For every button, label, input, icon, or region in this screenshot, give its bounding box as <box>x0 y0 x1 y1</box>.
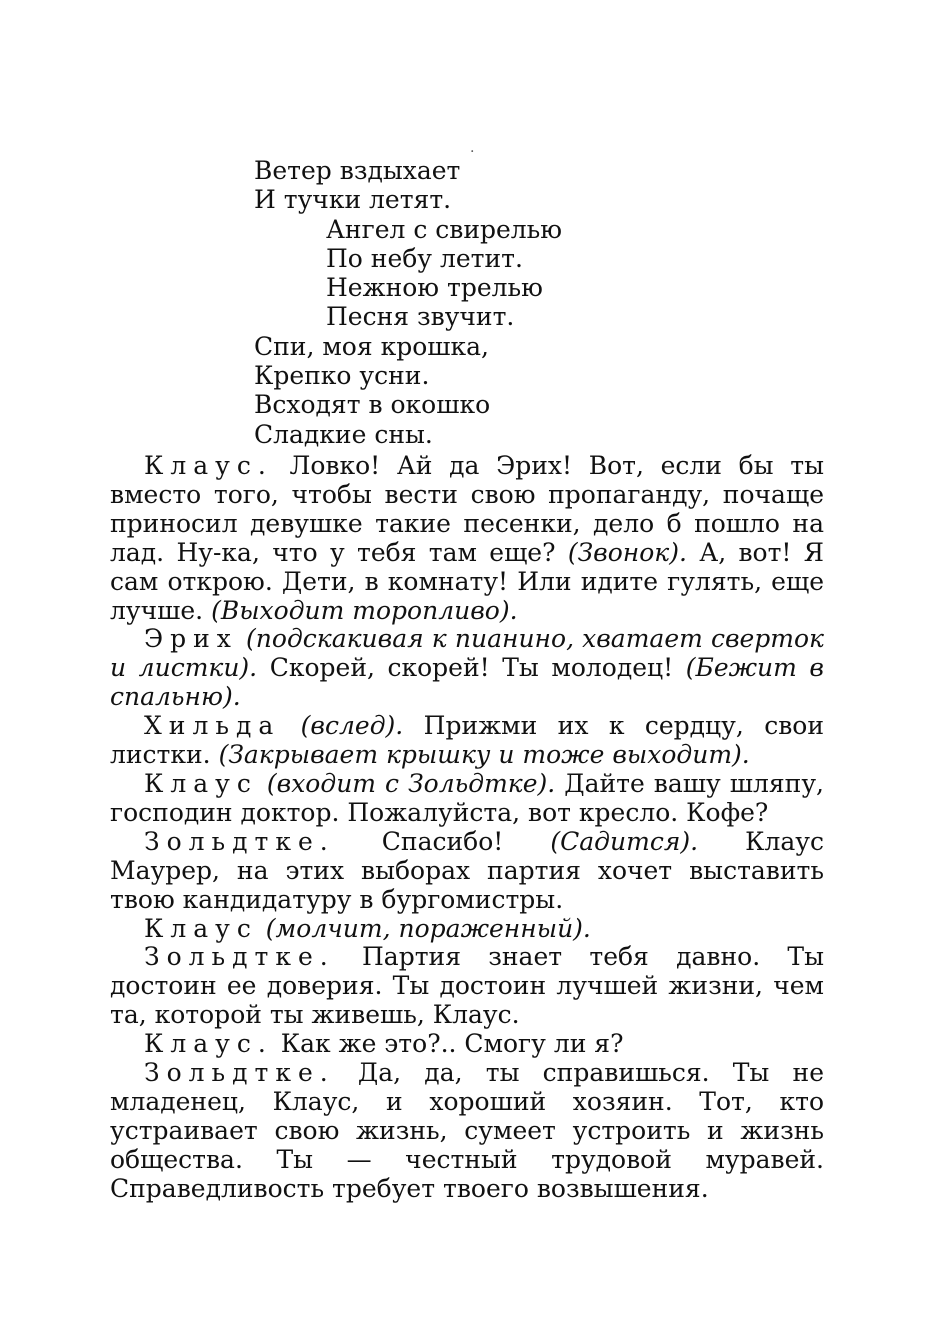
poem-line: Спи, моя крошка, <box>254 331 489 361</box>
speaker-name: Клаус <box>144 913 258 943</box>
speaker-name: Клаус <box>144 768 258 798</box>
dialogue-paragraph <box>110 1059 824 1204</box>
poem-line: Сладкие сны. <box>254 419 433 449</box>
print-speck: . <box>470 140 475 156</box>
dialogue-paragraph <box>110 828 824 915</box>
speech-text: Ловко! Ай да Эрих! Вот, если бы ты вместо того, чтобы вести свою пропаганду, почаще приносил девушке такие песенки, дело б пошло на лад. Ну-ка, что у тебя там еще? <box>110 451 824 567</box>
speech-text: Скорей, скорей! Ты молодец! <box>257 653 686 683</box>
speaker-name: Зольдтке. <box>144 942 335 972</box>
speech-text: Да, да, ты справишься. Ты не младенец, Клаус, и хороший хозяин. Тот, кто устраивает свою жизнь, сумеет устроить и жизнь общества. Ты — честный трудовой муравей. Справедливость требует твоего возвышения. <box>110 1058 824 1203</box>
poem-line: Ветер вздыхает <box>254 156 461 185</box>
stage-direction: (Выходит торопливо). <box>211 595 518 625</box>
poem-line: Всходят в окошко <box>254 390 491 420</box>
dialogue-paragraph <box>110 1030 824 1059</box>
poem-line: По небу летит. <box>326 243 523 273</box>
poem-line: Крепко усни. <box>254 361 430 391</box>
speaker-name: Эрих <box>144 624 238 654</box>
dialogue-paragraph <box>110 770 824 828</box>
speaker-name: Клаус. <box>144 1029 273 1059</box>
speaker-name: Хильда <box>144 711 281 741</box>
speech-text: Партия знает тебя давно. Ты достоин ее доверия. Ты достоин лучшей жизни, чем та, которой ты живешь, Клаус. <box>110 942 824 1030</box>
dialogue-paragraph <box>110 915 824 944</box>
poem-line: Песня звучит. <box>326 302 515 332</box>
speaker-name: Клаус. <box>144 451 273 480</box>
stage-direction: (вслед). <box>280 711 404 741</box>
dialogue-paragraph <box>110 712 824 770</box>
stage-direction: (молчит, пораженный). <box>257 913 591 943</box>
poem-line: И тучки летят. <box>254 185 452 215</box>
poem-line: Нежною трелью <box>326 273 543 303</box>
speech-text: Прижми их к сердцу, свои листки. <box>110 711 824 770</box>
dialogue-paragraph <box>110 452 824 625</box>
speech-text: Как же это?.. Смогу ли я? <box>272 1029 624 1059</box>
speaker-name: Зольдтке. <box>144 1058 335 1088</box>
stage-direction: (Звонок). <box>567 537 687 567</box>
lullaby-poem <box>254 156 674 449</box>
stage-direction: (подскакивая к пианино, хватает сверток и листки). <box>110 624 824 683</box>
stage-direction: (Закрывает крышку и тоже выходит). <box>218 740 750 770</box>
dialogue-text <box>110 452 824 1204</box>
dialogue-paragraph <box>110 625 824 712</box>
speech-text: Спасибо! <box>334 826 551 856</box>
speech-text: Клаус Маурер, на этих выборах партия хочет выставить твою кандидатуру в бургомистры. <box>110 826 824 914</box>
stage-direction: (Бежит в спальню). <box>110 653 824 712</box>
speech-text: А, вот! Я сам открою. Дети, в комнату! Или идите гулять, еще лучше. <box>110 537 824 625</box>
stage-direction: (Садится). <box>550 826 699 856</box>
stage-direction: (входит с Зольдтке). <box>257 768 556 798</box>
speech-text: Дайте вашу шляпу, господин доктор. Пожалуйста, вот кресло. Кофе? <box>110 768 824 827</box>
speaker-name: Зольдтке. <box>144 826 335 856</box>
poem-line: Ангел с свирелью <box>326 214 563 244</box>
dialogue-paragraph <box>110 943 824 1030</box>
